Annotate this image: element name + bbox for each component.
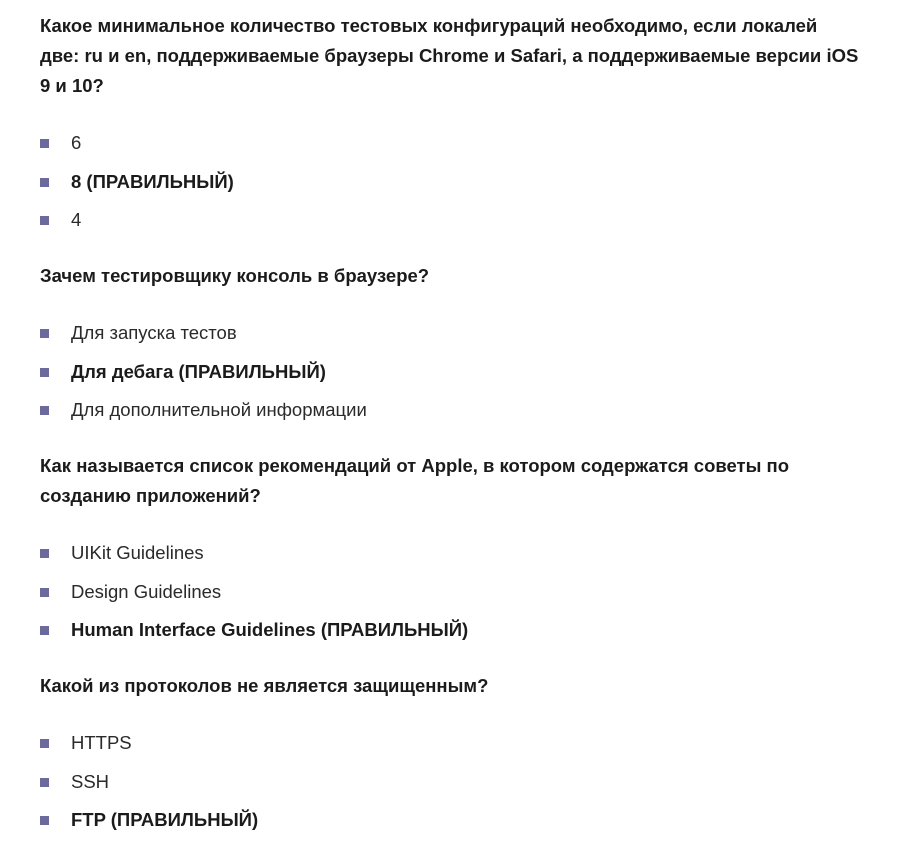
answer-item-correct xyxy=(40,360,897,384)
answer-text: Для дебага (ПРАВИЛЬНЫЙ) xyxy=(71,360,326,382)
answer-item xyxy=(40,580,897,604)
answer-list xyxy=(40,131,897,232)
question-text: Какой из протоколов не является защищенным? xyxy=(40,675,489,696)
question-block xyxy=(40,11,897,232)
square-bullet-icon xyxy=(40,139,49,148)
answer-text: 8 (ПРАВИЛЬНЫЙ) xyxy=(71,170,234,192)
square-bullet-icon xyxy=(40,739,49,748)
answer-item xyxy=(40,541,897,565)
answer-item-correct xyxy=(40,170,897,194)
answer-item xyxy=(40,770,897,794)
square-bullet-icon xyxy=(40,329,49,338)
question-text: Какое минимальное количество тестовых конфигураций необходимо, если локалей две: ru и en, поддерживаемые браузеры Chrome и Safari, а поддерживаемые версии iOS 9 и 10? xyxy=(40,15,859,96)
answer-text: SSH xyxy=(71,770,110,792)
square-bullet-icon xyxy=(40,816,49,825)
answer-item-correct xyxy=(40,618,897,642)
answer-text: Human Interface Guidelines (ПРАВИЛЬНЫЙ) xyxy=(71,619,469,640)
square-bullet-icon xyxy=(40,216,49,225)
square-bullet-icon xyxy=(40,626,49,635)
square-bullet-icon xyxy=(40,178,49,187)
answer-text: Для запуска тестов xyxy=(71,322,237,343)
answer-text: Для дополнительной информации xyxy=(71,399,367,420)
answer-list xyxy=(40,731,897,832)
square-bullet-icon xyxy=(40,588,49,597)
answer-item xyxy=(40,398,897,422)
question-text: Зачем тестировщику консоль в браузере? xyxy=(40,265,430,286)
answer-list xyxy=(40,321,897,422)
answer-item-correct xyxy=(40,808,897,832)
answer-item xyxy=(40,731,897,755)
answer-text: Design Guidelines xyxy=(71,580,222,602)
square-bullet-icon xyxy=(40,778,49,787)
square-bullet-icon xyxy=(40,368,49,377)
answer-text: UIKit Guidelines xyxy=(71,542,204,563)
answer-text: FTP (ПРАВИЛЬНЫЙ) xyxy=(71,809,259,830)
answer-item xyxy=(40,131,897,155)
answer-text: 4 xyxy=(71,209,82,230)
question-block xyxy=(40,671,897,832)
square-bullet-icon xyxy=(40,549,49,558)
answer-text: 6 xyxy=(71,132,82,153)
square-bullet-icon xyxy=(40,406,49,415)
question-block xyxy=(40,261,897,422)
answer-item xyxy=(40,321,897,345)
question-text: Как называется список рекомендаций от Apple, в котором содержатся советы по созданию приложений? xyxy=(40,455,790,506)
answer-text: HTTPS xyxy=(71,732,132,753)
answer-list xyxy=(40,541,897,642)
answer-item xyxy=(40,208,897,232)
question-block xyxy=(40,451,897,642)
